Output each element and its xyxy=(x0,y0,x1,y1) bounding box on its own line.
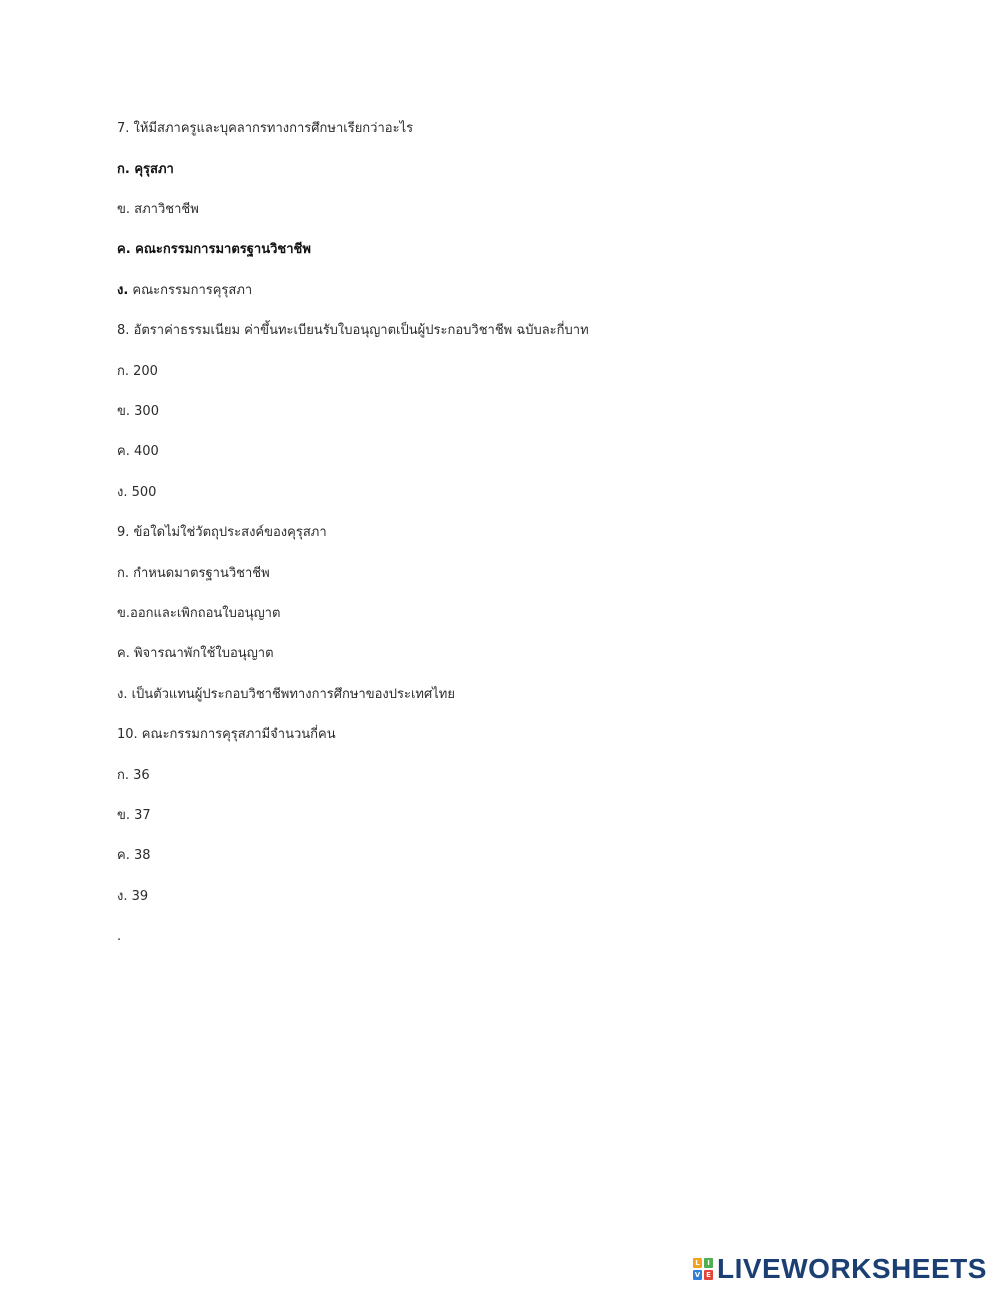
option-10d: ง. 39 xyxy=(117,889,149,904)
logo-mark-letter: L xyxy=(693,1258,702,1268)
option-7c: ค. คณะกรรมการมาตรฐานวิชาชีพ xyxy=(117,242,311,257)
liveworksheets-wordmark: LIVEWORKSHEETS xyxy=(717,1253,987,1284)
liveworksheets-logo-icon xyxy=(693,1258,713,1280)
option-7d-prefix: ง. xyxy=(117,283,129,298)
logo-mark-letter: V xyxy=(694,1271,701,1279)
question-10: 10. คณะกรรมการคุรุสภามีจำนวนกี่คน xyxy=(117,727,336,742)
option-10b: ข. 37 xyxy=(117,808,151,823)
logo-mark-letter: E xyxy=(704,1270,713,1280)
option-7a: ก. คุรุสภา xyxy=(117,162,174,177)
option-8a: ก. 200 xyxy=(117,364,158,379)
option-7d xyxy=(117,282,252,300)
question-8: 8. อัตราค่าธรรมเนียม ค่าขึ้นทะเบียนรับใบอนุญาตเป็นผู้ประกอบวิชาชีพ ฉบับละกี่บาท xyxy=(117,323,589,338)
logo-mark-letter: I xyxy=(704,1258,713,1268)
trailing-dot: . xyxy=(117,929,122,944)
option-8b: ข. 300 xyxy=(117,404,159,419)
option-8c: ค. 400 xyxy=(117,444,159,459)
liveworksheets-logo xyxy=(693,1254,987,1284)
option-7d-text: คณะกรรมการคุรุสภา xyxy=(128,283,253,298)
option-9d: ง. เป็นตัวแทนผู้ประกอบวิชาชีพทางการศึกษาของประเทศไทย xyxy=(117,687,455,702)
option-8d: ง. 500 xyxy=(117,485,157,500)
option-9b: ข.ออกและเพิกถอนใบอนุญาต xyxy=(117,606,281,621)
question-9: 9. ข้อใดไม่ใช่วัตถุประสงค์ของคุรุสภา xyxy=(117,525,327,540)
option-7b: ข. สภาวิชาชีพ xyxy=(117,202,199,217)
option-9a: ก. กำหนดมาตรฐานวิชาชีพ xyxy=(117,566,270,581)
option-10c: ค. 38 xyxy=(117,848,151,863)
option-9c: ค. พิจารณาพักใช้ใบอนุญาต xyxy=(117,646,274,661)
option-10a: ก. 36 xyxy=(117,768,150,783)
question-7: 7. ให้มีสภาครูและบุคลากรทางการศึกษาเรียกว่าอะไร xyxy=(117,121,414,136)
